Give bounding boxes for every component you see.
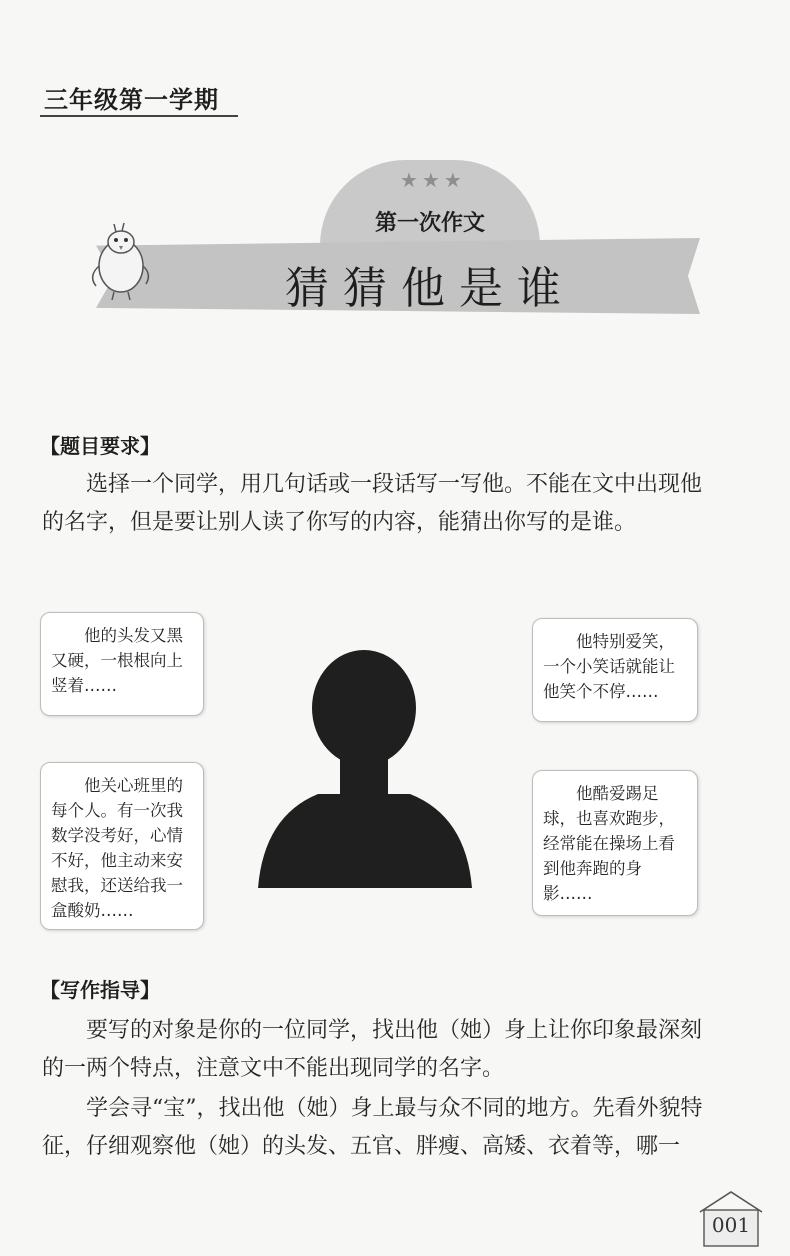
guide-paragraph-2: 学会寻“宝”，找出他（她）身上最与众不同的地方。先看外貌特征，仔细观察他（她）的头发、五官、胖瘦、高矮、衣着等，哪一	[42, 1096, 703, 1159]
essay-title: 猜猜他是谁	[285, 263, 575, 314]
bubble-laugh: 他特别爱笑，一个小笑话就能让他笑个不停……	[532, 618, 698, 722]
banner-subtitle: 第一次作文	[374, 211, 485, 236]
requirement-text: 选择一个同学，用几句话或一段话写一写他。不能在文中出现他的名字，但是要让别人读了你写的内容，能猜出你写的是谁。	[42, 472, 703, 535]
page-number: 001	[711, 1213, 751, 1237]
semester-heading: 三年级第一学期	[44, 86, 219, 114]
star-icons: ★★★	[400, 168, 466, 192]
bird-icon	[86, 220, 156, 304]
bubble-caring: 他关心班里的每个人。有一次我数学没考好，心情不好，他主动来安慰我，还送给我一盒酸奶……	[40, 762, 204, 930]
guide-paragraph-1: 要写的对象是你的一位同学，找出他（她）身上让你印象最深刻的一两个特点，注意文中不能出现同学的名字。	[42, 1018, 703, 1081]
student-silhouette	[258, 650, 472, 890]
requirement-heading: 【题目要求】	[40, 434, 160, 458]
guide-heading: 【写作指导】	[40, 978, 160, 1002]
bubble-hair: 他的头发又黑又硬，一根根向上竖着……	[40, 612, 204, 716]
bubble-football: 他酷爱踢足球，也喜欢跑步，经常能在操场上看到他奔跑的身影……	[532, 770, 698, 916]
heading-underline	[40, 115, 238, 117]
